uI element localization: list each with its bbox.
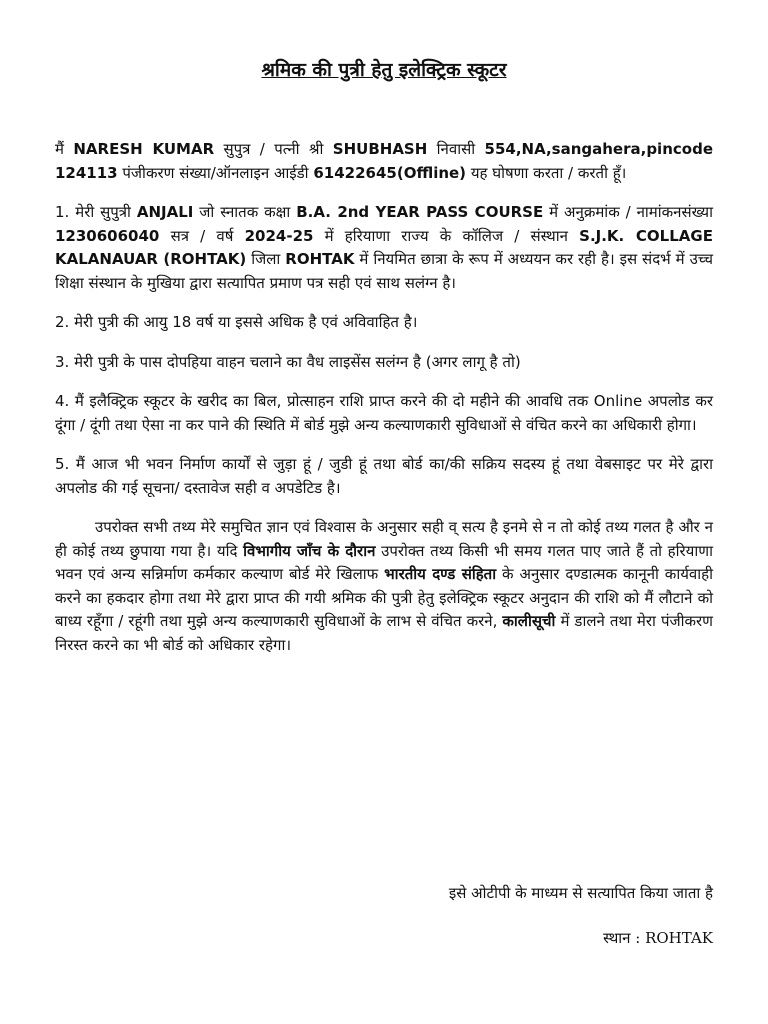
point-3: 3. मेरी पुत्री के पास दोपहिया वाहन चलाने का वैध लाइसेंस सलंग्न है (अगर लागू है तो) [55,352,521,371]
declaration-suffix: यह घोषणा करता / करती हूँ। [470,163,627,182]
closing-text: उपरोक्त सभी तथ्य मेरे समुचित ज्ञान एवं विश्वास के अनुसार सही व् सत्य है इनमे से न तो कोई तथ्य गलत है और न ही कोई तथ्य छुपाया गया है। यदि [55,518,713,560]
declaration-paragraph [55,138,713,185]
closing-text: के अनुसार दण्डात्मक कानूनी कार्यवाही करने का हकदार होगा तथा मेरे द्वारा प्राप्त की गयी श्रमिक की पुत्री हेतु इलेक्ट्रिक स्कूटर अनुदान की राशि को मैं लौटाने को बाध्य रहूँगा / रहूंगी तथा मुझे अन्य कल्याणकारी सुविधाओं के लाभ से वंचित करने, [55,565,713,630]
father-name: SHUBHASH [332,140,428,158]
otp-verification-note: इसे ओटीपी के माध्यम से सत्यापित किया जाता है [448,884,713,902]
roll-number: 1230606040 [55,226,160,245]
point-1-text: में हरियाणा राज्य के कॉलिज / संस्थान [324,226,568,245]
address: 554,NA,sangahera,pincode 124113 [55,140,713,182]
registration-label: पंजीकरण संख्या/ऑनलाइन आईडी [122,163,309,182]
point-1-text: सत्र / वर्ष [170,226,234,245]
closing-text: उपरोक्त तथ्य किसी भी समय गलत पाए जाते हैं तो हरियाणा भवन एवं अन्य सन्निर्माण कर्मकार कल्याण बोर्ड मेरे खिलाफ [55,541,713,583]
closing-bold-text: भारतीय दण्ड संहिता [384,565,497,583]
point-1-text: जिला [251,250,281,268]
point-1-text: जो स्नातक कक्षा [199,203,291,221]
point-5: 5. मैं आज भी भवन निर्माण कार्यों से जुड़ा हूं / जुडी हूं तथा बोर्ड का/की सक्रिय सदस्य हूं तथा वेबसाइट पर मेरे द्वारा अपलोड की गई सूचना/ दस्तावेज सही व अपडेटिड है। [55,455,713,497]
resident-label: निवासी [436,140,476,158]
point-1-text: में अनुक्रमांक / नामांकनसंख्या [549,203,713,221]
document-title: श्रमिक की पुत्री हेतु इलेक्ट्रिक स्कूटर [261,59,507,81]
course-name: B.A. 2nd YEAR PASS COURSE [296,203,544,221]
registration-id: 61422645(Offline) [313,163,467,182]
applicant-name: NARESH KUMAR [73,140,215,158]
point-1 [55,201,713,295]
closing-bold-text: विभागीय जाँच के दौरान [243,541,376,560]
point-1-text: 1. मेरी सुपुत्री [55,203,131,221]
declaration-prefix: मैं [55,140,64,158]
closing-paragraph [55,516,713,657]
point-1-text: में नियमित छात्रा के रूप में अध्ययन कर रही है। इस संदर्भ में उच्च शिक्षा संस्थान के मुखिया द्वारा सत्यापित प्रमाण पत्र सही एवं साथ सलंग्न है। [55,250,713,292]
relation-text: सुपुत्र / पत्नी श्री [223,140,324,158]
point-2: 2. मेरी पुत्री की आयु 18 वर्ष या इससे अधिक है एवं अविवाहित है। [55,313,418,331]
closing-text: में डालने तथा मेरा पंजीकरण निरस्त करने का भी बोर्ड को अधिकार रहेगा। [55,612,713,654]
place-line: स्थान : ROHTAK [603,929,713,947]
point-4: 4. मैं इलैक्ट्रिक स्कूटर के खरीद का बिल, प्रोत्साहन राशि प्राप्त करने की दो महीने की आवधि तक Online अपलोड कर दूंगा / दूंगी तथा ऐसा ना कर पाने की स्थिति में बोर्ड मुझे अन्य कल्याणकारी सुविधाओं से वंचित करने का अधिकारी होगा। [55,392,713,434]
session-year: 2024-25 [244,226,314,245]
document-body [55,138,713,657]
college-name: S.J.K. COLLAGE KALANAUAR (ROHTAK) [55,226,713,268]
daughter-name: ANJALI [136,203,194,221]
closing-bold-text: कालीसूची [502,612,556,630]
district-name: ROHTAK [285,250,355,268]
